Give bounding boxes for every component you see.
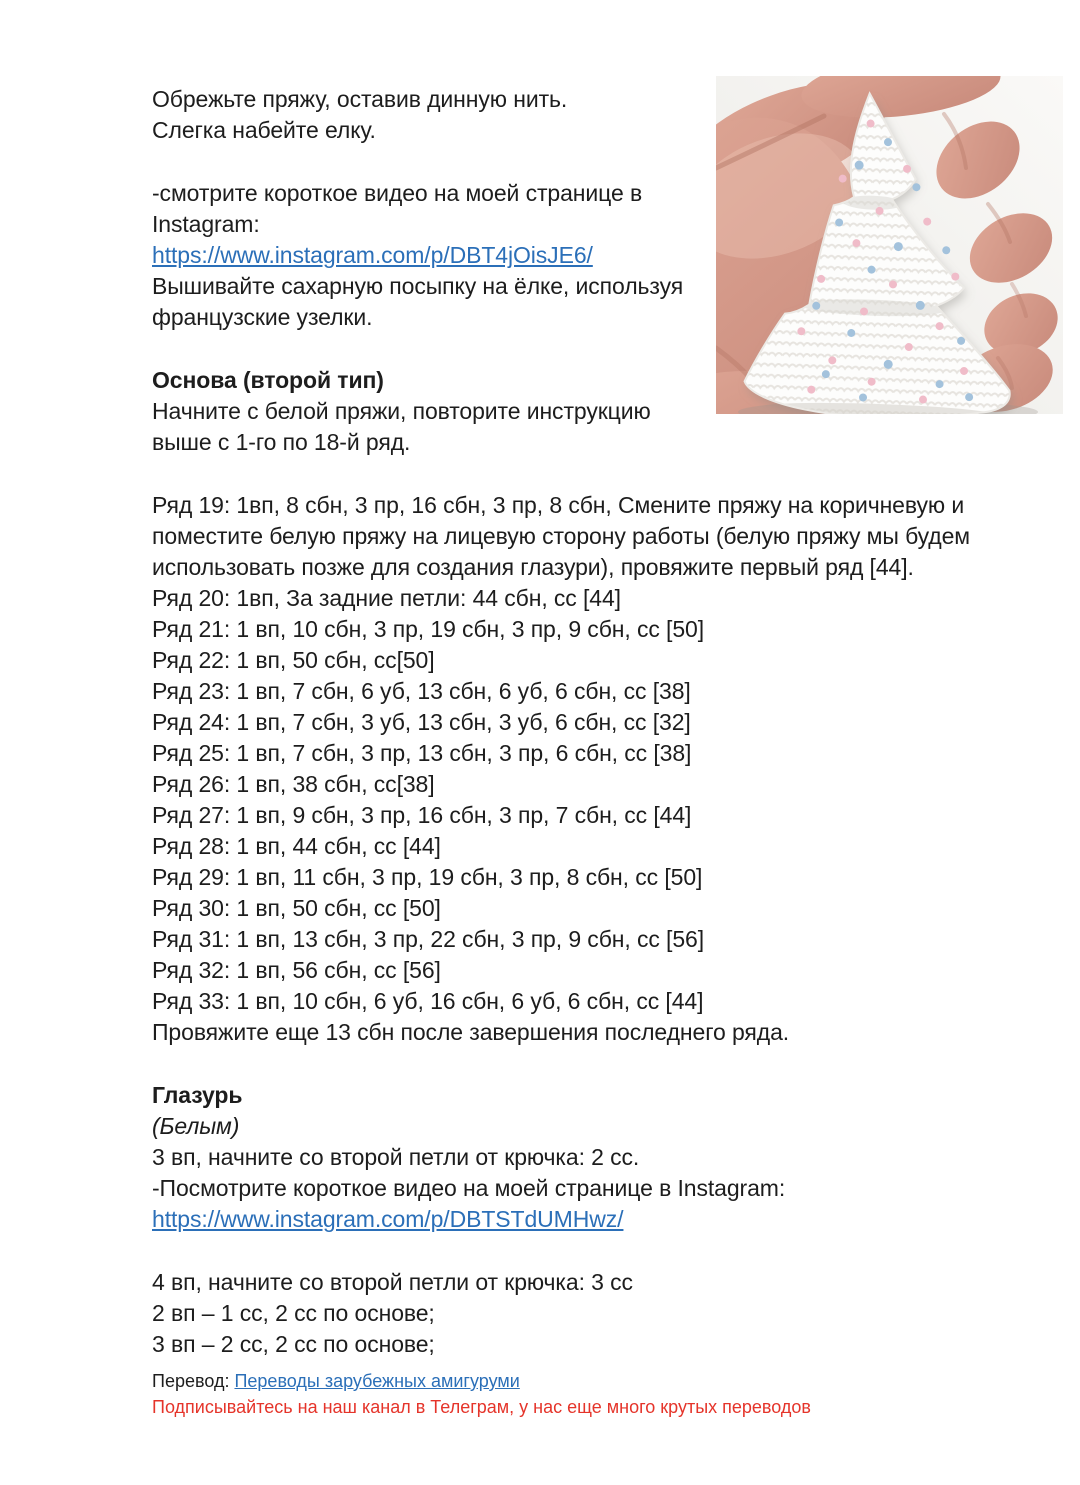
pattern-row-line: Ряд 25: 1 вп, 7 сбн, 3 пр, 13 сбн, 3 пр, 6 сбн, сс [38] <box>152 740 692 766</box>
pattern-row-line: Ряд 23: 1 вп, 7 сбн, 6 уб, 13 сбн, 6 уб, 6 сбн, сс [38] <box>152 678 691 704</box>
intro-line: Обрежьте пряжу, оставив динную нить. <box>152 86 568 112</box>
pattern-row-line: поместите белую пряжу на лицевую сторону работы (белую пряжу мы будем <box>152 523 971 549</box>
icing-line: 2 вп – 1 сс, 2 сс по основе; <box>152 1300 435 1326</box>
intro-line: Слегка набейте елку. <box>152 117 376 143</box>
glaze-line: 3 вп, начните со второй петли от крючка: 2 сс. <box>152 1144 640 1170</box>
glaze-line: -Посмотрите короткое видео на моей странице в Instagram: <box>152 1175 786 1201</box>
pattern-row-line: Ряд 32: 1 вп, 56 сбн, сс [56] <box>152 957 441 983</box>
translation-credit-line <box>152 1368 1032 1394</box>
telegram-note: Подписывайтесь на наш канал в Телеграм, у нас еще много крутых переводов <box>152 1397 811 1417</box>
base-heading: Основа (второй тип) <box>152 367 384 393</box>
pattern-row-line: Ряд 33: 1 вп, 10 сбн, 6 уб, 16 сбн, 6 уб, 6 сбн, сс [44] <box>152 988 704 1014</box>
video-note-line: французские узелки. <box>152 304 373 330</box>
glaze-section <box>152 1080 1032 1235</box>
base-line: выше с 1-го по 18-й ряд. <box>152 429 411 455</box>
link-line <box>152 1204 1032 1235</box>
pattern-row-line: Провяжите еще 13 сбн после завершения последнего ряда. <box>152 1019 790 1045</box>
video-note-line: Instagram: <box>152 211 260 237</box>
base-line: Начните с белой пряжи, повторите инструкцию <box>152 398 651 424</box>
pattern-row-line: Ряд 19: 1вп, 8 сбн, 3 пр, 16 сбн, 3 пр, 8 сбн, Смените пряжу на коричневую и <box>152 492 965 518</box>
icing-line: 3 вп – 2 сс, 2 сс по основе; <box>152 1331 435 1357</box>
pattern-photo <box>716 76 1063 414</box>
glaze-heading: Глазурь <box>152 1082 243 1108</box>
crochet-tree-photo-illustration <box>716 76 1063 414</box>
pattern-row-line: Ряд 27: 1 вп, 9 сбн, 3 пр, 16 сбн, 3 пр, 7 сбн, сс [44] <box>152 802 692 828</box>
icing-line: 4 вп, начните со второй петли от крючка: 3 сс <box>152 1269 633 1295</box>
pattern-rows-section <box>152 490 1032 1048</box>
pattern-row-line: использовать позже для создания глазури), провяжите первый ряд [44]. <box>152 554 914 580</box>
pattern-row-line: Ряд 22: 1 вп, 50 сбн, сс[50] <box>152 647 435 673</box>
icing-variants-section <box>152 1267 1032 1360</box>
pattern-row-line: Ряд 29: 1 вп, 11 сбн, 3 пр, 19 сбн, 3 пр, 8 сбн, сс [50] <box>152 864 703 890</box>
glaze-color-note: (Белым) <box>152 1113 240 1139</box>
video-note-line: Вышивайте сахарную посыпку на ёлке, используя <box>152 273 684 299</box>
pattern-row-line: Ряд 20: 1вп, За задние петли: 44 сбн, сс [44] <box>152 585 621 611</box>
video-note-line: -смотрите короткое видео на моей странице в <box>152 180 643 206</box>
instagram-link-1[interactable]: https://www.instagram.com/p/DBT4jOisJE6/ <box>152 242 593 268</box>
pattern-row-line: Ряд 30: 1 вп, 50 сбн, сс [50] <box>152 895 441 921</box>
footer <box>152 1368 1032 1420</box>
pattern-row-line: Ряд 24: 1 вп, 7 сбн, 3 уб, 13 сбн, 3 уб, 6 сбн, сс [32] <box>152 709 691 735</box>
pattern-row-line: Ряд 31: 1 вп, 13 сбн, 3 пр, 22 сбн, 3 пр, 9 сбн, сс [56] <box>152 926 705 952</box>
translator-link[interactable]: Переводы зарубежных амигуруми <box>234 1371 520 1391</box>
pattern-row-line: Ряд 26: 1 вп, 38 сбн, сс[38] <box>152 771 435 797</box>
translation-label: Перевод: <box>152 1371 230 1391</box>
pattern-row-line: Ряд 21: 1 вп, 10 сбн, 3 пр, 19 сбн, 3 пр, 9 сбн, сс [50] <box>152 616 705 642</box>
pattern-row-line: Ряд 28: 1 вп, 44 сбн, сс [44] <box>152 833 441 859</box>
instagram-link-2[interactable]: https://www.instagram.com/p/DBTSTdUMHwz/ <box>152 1206 624 1232</box>
